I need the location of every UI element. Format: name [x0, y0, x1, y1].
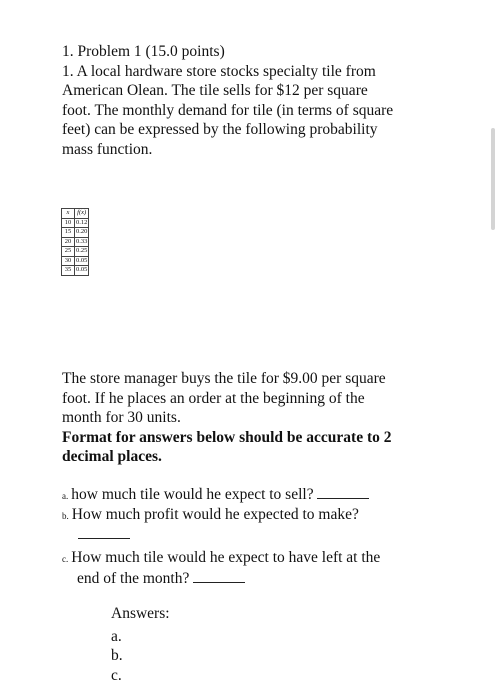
pmf-row [62, 237, 89, 247]
question-letter: c. [62, 554, 69, 564]
pmf-cell: 30 [62, 256, 75, 266]
pmf-header-x: x [62, 209, 75, 219]
format-note-line: Format for answers below should be accurate to 2 [62, 428, 392, 446]
answers-label: Answers: [111, 605, 170, 622]
pmf-row [62, 266, 89, 276]
question-a [62, 484, 369, 507]
pmf-cell: 0.05 [76, 266, 88, 274]
pmf-cell: 25 [62, 247, 75, 257]
question-c-cont [77, 568, 245, 589]
pmf-row [62, 228, 89, 238]
pmf-cell: 0.12 [76, 218, 88, 226]
answer-item: c. [111, 666, 122, 684]
pmf-header-fx: f(x) [75, 209, 89, 219]
pmf-cell: 20 [62, 237, 75, 247]
pmf-cell: 0.20 [76, 228, 88, 236]
question-text: How much tile would he expect to have left at the [71, 549, 381, 566]
answers-block [111, 604, 170, 685]
pmf-cell: 0.25 [76, 247, 88, 255]
question-text: end of the month? [77, 570, 190, 587]
answer-blank[interactable] [78, 538, 130, 539]
pmf-row [62, 247, 89, 257]
intro-line: American Olean. The tile sells for $12 per square [62, 82, 368, 99]
context-block [62, 369, 442, 467]
answer-item: b. [111, 647, 123, 664]
pmf-row [62, 256, 89, 266]
pmf-cell: 35 [62, 266, 75, 276]
question-c [62, 548, 380, 570]
context-line: foot. If he places an order at the beginning of the [62, 389, 365, 407]
pmf-header-row [62, 209, 89, 219]
pmf-cell: 10 [62, 218, 75, 228]
intro-line: feet) can be expressed by the following probability [62, 121, 378, 138]
context-line: month for 30 units. [62, 409, 181, 426]
pmf-cell: 15 [62, 228, 75, 238]
intro-line: foot. The monthly demand for tile (in terms of square [62, 101, 394, 119]
question-text: how much tile would he expect to sell? [71, 486, 314, 503]
question-letter: a. [62, 491, 69, 501]
answer-item: a. [111, 627, 122, 645]
pmf-table [61, 208, 89, 276]
problem-header [62, 42, 442, 159]
context-line: The store manager buys the tile for $9.00 per square [62, 370, 386, 387]
scrollbar[interactable] [491, 128, 495, 230]
pmf-cell: 0.05 [76, 256, 88, 264]
answer-blank[interactable] [317, 484, 369, 499]
intro-line: mass function. [62, 140, 153, 158]
pmf-row [62, 218, 89, 228]
problem-heading: 1. Problem 1 (15.0 points) [62, 43, 225, 60]
question-text: How much profit would he expected to make? [71, 506, 359, 523]
intro-line: 1. A local hardware store stocks specialty tile from [62, 62, 376, 80]
question-b [62, 505, 359, 527]
pmf-cell: 0.33 [76, 237, 88, 245]
question-letter: b. [62, 511, 69, 521]
format-note-line: decimal places. [62, 448, 162, 465]
answer-blank[interactable] [193, 568, 245, 583]
